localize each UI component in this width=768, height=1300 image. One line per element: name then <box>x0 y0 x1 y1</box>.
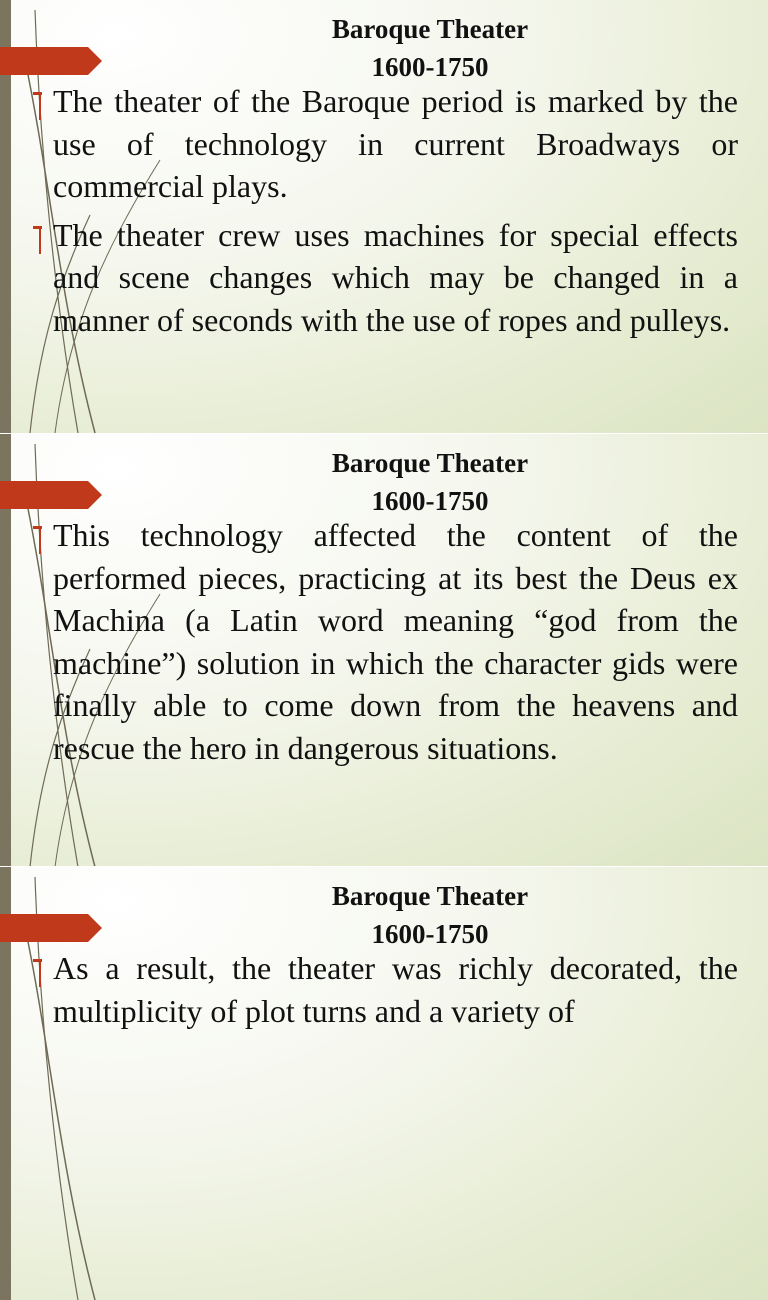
slide-title-years: 1600-1750 <box>371 486 489 516</box>
bullet-item <box>33 80 738 208</box>
slide-title-years: 1600-1750 <box>371 919 489 949</box>
bullet-text: The theater crew uses machines for special effects and scene changes which may be changed in a manner of seconds with the use of ropes and pulleys. <box>53 216 738 338</box>
bullet-text: This technology affected the content of the performed pieces, practicing at its best the Deus ex Machina (a Latin word meaning “god from the machine”) solution in which the character gids were finally able to come down from the heavens and rescue the hero in dangerous situations. <box>53 517 738 766</box>
bullet-list <box>33 514 738 775</box>
title-arrow-icon <box>0 479 102 511</box>
title-arrow-icon <box>0 45 102 77</box>
bullet-item <box>33 514 738 769</box>
slide-title-years: 1600-1750 <box>371 52 489 82</box>
bullet-list <box>33 80 738 347</box>
bullet-text: The theater of the Baroque period is marked by the use of technology in current Broadways or commercial plays. <box>53 83 738 204</box>
slide-title <box>260 444 600 520</box>
slide-2 <box>0 433 768 867</box>
slide-title <box>260 877 600 953</box>
slide-1 <box>0 0 768 433</box>
slide-title-text: Baroque Theater <box>331 881 529 911</box>
bullet-text: As a result, the theater was richly decorated, the multiplicity of plot turns and a variety of <box>53 950 738 1029</box>
bullet-item <box>33 947 738 1032</box>
bullet-item <box>33 214 738 342</box>
slide-title <box>260 10 600 86</box>
title-arrow-icon <box>0 912 102 944</box>
bullet-marker-icon <box>33 226 42 254</box>
bullet-list <box>33 947 738 1038</box>
slide-3 <box>0 866 768 1300</box>
bullet-marker-icon <box>33 92 42 120</box>
bullet-marker-icon <box>33 959 42 987</box>
bullet-marker-icon <box>33 526 42 554</box>
slide-title-text: Baroque Theater <box>331 448 529 478</box>
slide-title-text: Baroque Theater <box>331 14 529 44</box>
